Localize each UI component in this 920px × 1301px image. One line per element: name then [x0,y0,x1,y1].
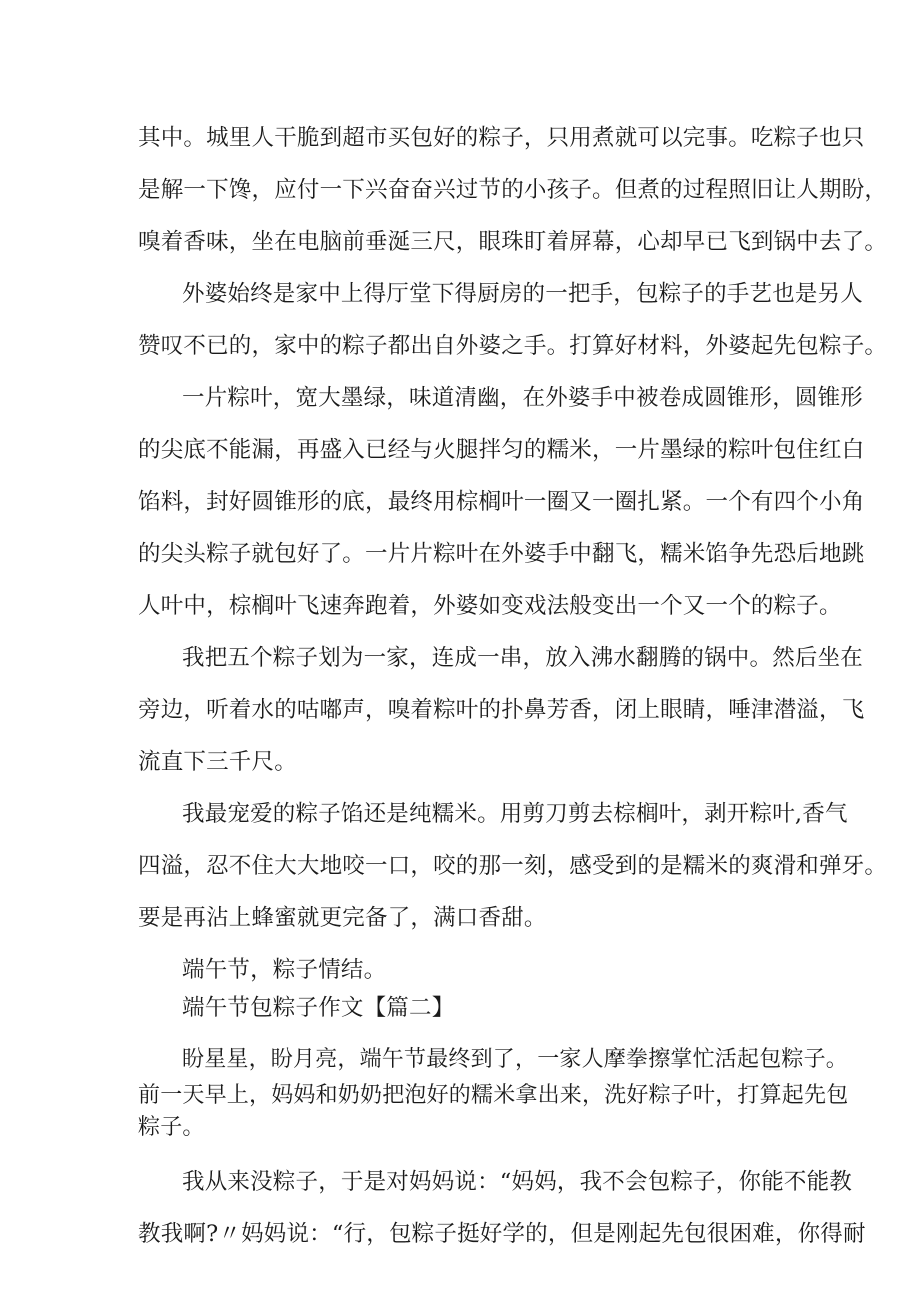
section-title: 端午节包粽子作文【篇二】 [182,995,455,1021]
text-line: 教我啊?〃妈妈说：“行，包粽子挺好学的，但是刚起先包很困难，你得耐 [138,1221,866,1247]
text-line: 嗅着香味，坐在电脑前垂涎三尺，眼珠盯着屏幕，心却早已飞到锅中去了。 [138,229,888,255]
text-line: 的尖头粽子就包好了。一片片粽叶在外婆手中翻飞，糯米馅争先恐后地跳 [138,541,865,567]
text-line: 前一天早上，妈妈和奶奶把泡好的糯米拿出来，洗好粽子叶，打算起先包 [138,1083,849,1108]
text-line: 其中。城里人干脆到超市买包好的粽子，只用煮就可以完事。吃粽子也只 [138,125,865,151]
text-line: 人叶中，棕榈叶飞速奔跑着，外婆如变戏法般变出一个又一个的粽子。 [138,593,842,619]
text-line: 我最宠爱的粽子馅还是纯糯米。用剪刀剪去棕榈叶，剥开粽叶,香气 [182,801,848,827]
closing-line: 端午节，粽子情结。 [182,957,387,983]
text-line: 馅料，封好圆锥形的底，最终用棕榈叶一圈又一圈扎紧。一个有四个小角 [138,489,865,515]
text-line: 我把五个粽子划为一家，连成一串，放入沸水翻腾的锅中。然后坐在 [182,645,864,671]
text-line: 盼星星，盼月亮，端午节最终到了，一家人摩拳擦掌忙活起包粽子。 [182,1047,849,1072]
text-line: 要是再沾上蜂蜜就更完备了，满口香甜。 [138,905,547,931]
text-line: 赞叹不已的，家中的粽子都出自外婆之手。打算好材料，外婆起先包粽子。 [138,333,888,359]
text-line: 是解一下馋，应付一下兴奋奋兴过节的小孩子。但煮的过程照旧让人期盼， [138,177,888,203]
text-line: 我从来没粽子，于是对妈妈说：“妈妈，我不会包粽子，你能不能教 [182,1169,853,1195]
text-line: 粽子。 [138,1115,205,1140]
text-line: 流直下三千尺。 [138,749,297,775]
text-line: 四溢，忍不住大大地咬一口，咬的那一刻，感受到的是糯米的爽滑和弹牙。 [138,853,888,879]
text-line: 外婆始终是家中上得厅堂下得厨房的一把手，包粽子的手艺也是另人 [182,281,864,307]
text-line: 一片粽叶，宽大墨绿，味道清幽，在外婆手中被卷成圆锥形，圆锥形 [182,385,864,411]
text-line: 旁边，听着水的咕嘟声，嗅着粽叶的扑鼻芳香，闭上眼睛，唾津潜溢，飞 [138,697,865,723]
text-line: 的尖底不能漏，再盛入已经与火腿拌匀的糯米，一片墨绿的粽叶包住红白 [138,437,865,463]
